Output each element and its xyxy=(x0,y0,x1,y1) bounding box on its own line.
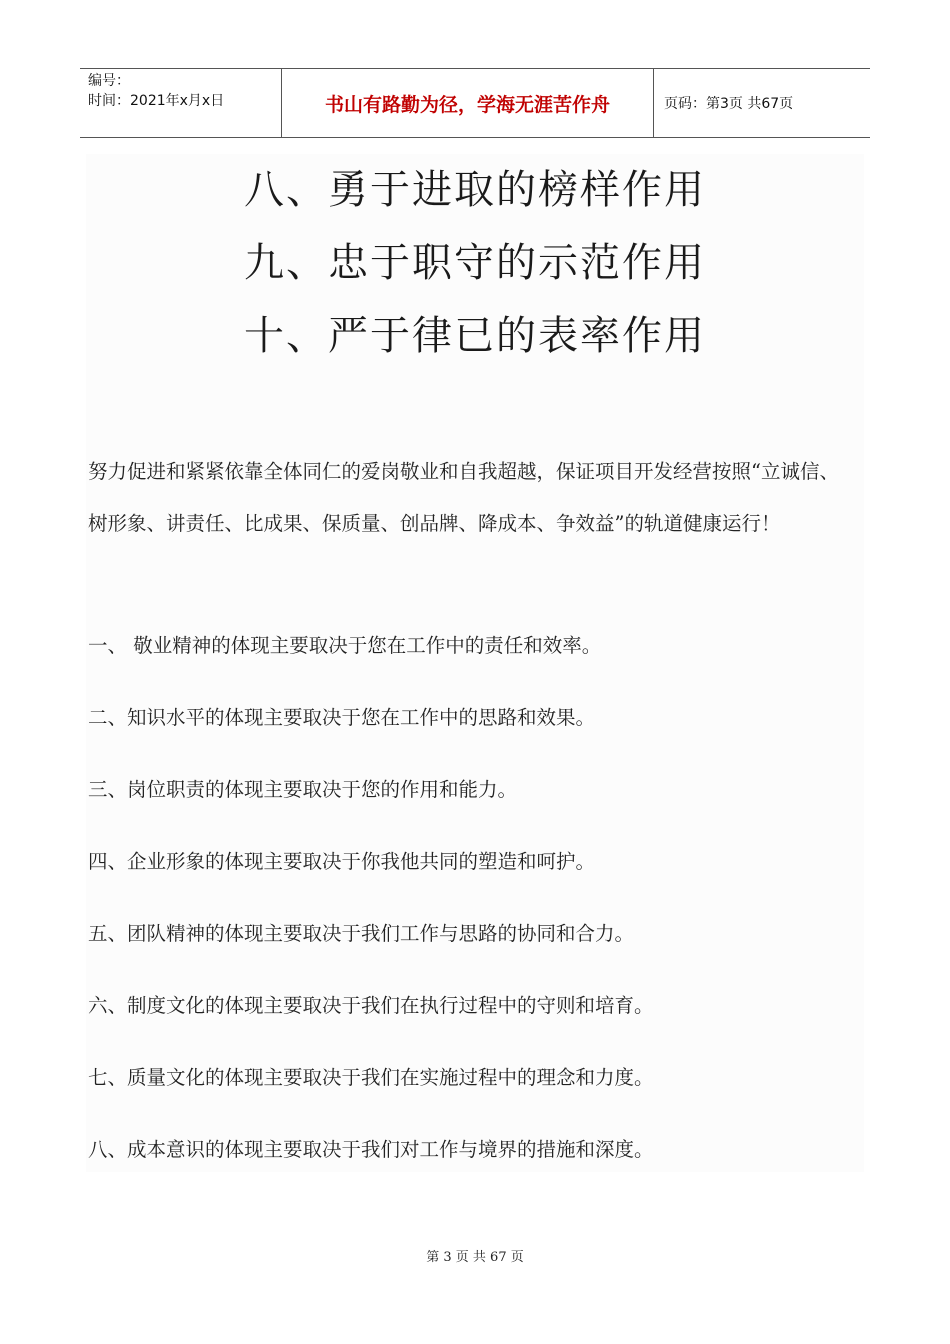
heading-3: 十、严于律已的表率作用 xyxy=(244,313,706,359)
heading-1: 八、勇于进取的榜样作用 xyxy=(244,167,706,213)
list-item: 四、企业形象的体现主要取决于你我他共同的塑造和呵护。 xyxy=(88,850,596,873)
header-page-label: 页码：第3页 共67页 xyxy=(664,96,794,112)
page-footer: 第 3 页 共 67 页 xyxy=(426,1250,524,1265)
list-item: 六、制度文化的体现主要取决于我们在执行过程中的守则和培育。 xyxy=(88,994,654,1017)
header-number-label: 编号： xyxy=(88,73,130,89)
header-motto: 书山有路勤为径，学海无涯苦作舟 xyxy=(281,69,654,137)
heading-2: 九、忠于职守的示范作用 xyxy=(244,240,706,286)
list-item: 五、团队精神的体现主要取决于我们工作与思路的协同和合力。 xyxy=(88,922,635,945)
list-item: 三、岗位职责的体现主要取决于您的作用和能力。 xyxy=(88,778,518,801)
list-item: 八、成本意识的体现主要取决于我们对工作与境界的措施和深度。 xyxy=(88,1138,654,1161)
list-item: 七、质量文化的体现主要取决于我们在实施过程中的理念和力度。 xyxy=(88,1066,654,1089)
intro-paragraph: 努力促进和紧紧依靠全体同仁的爱岗敬业和自我超越，保证项目开发经营按照“立诚信、树形象、讲责任、比成果、保质量、创品牌、降成本、争效益”的轨道健康运行！ xyxy=(88,460,839,535)
list-item: 一、 敬业精神的体现主要取决于您在工作中的责任和效率。 xyxy=(88,634,602,657)
document-header xyxy=(80,68,870,138)
header-date-label: 时间：2021年x月x日 xyxy=(88,93,225,109)
list-item: 二、知识水平的体现主要取决于您在工作中的思路和效果。 xyxy=(88,706,596,729)
header-meta xyxy=(80,69,281,137)
